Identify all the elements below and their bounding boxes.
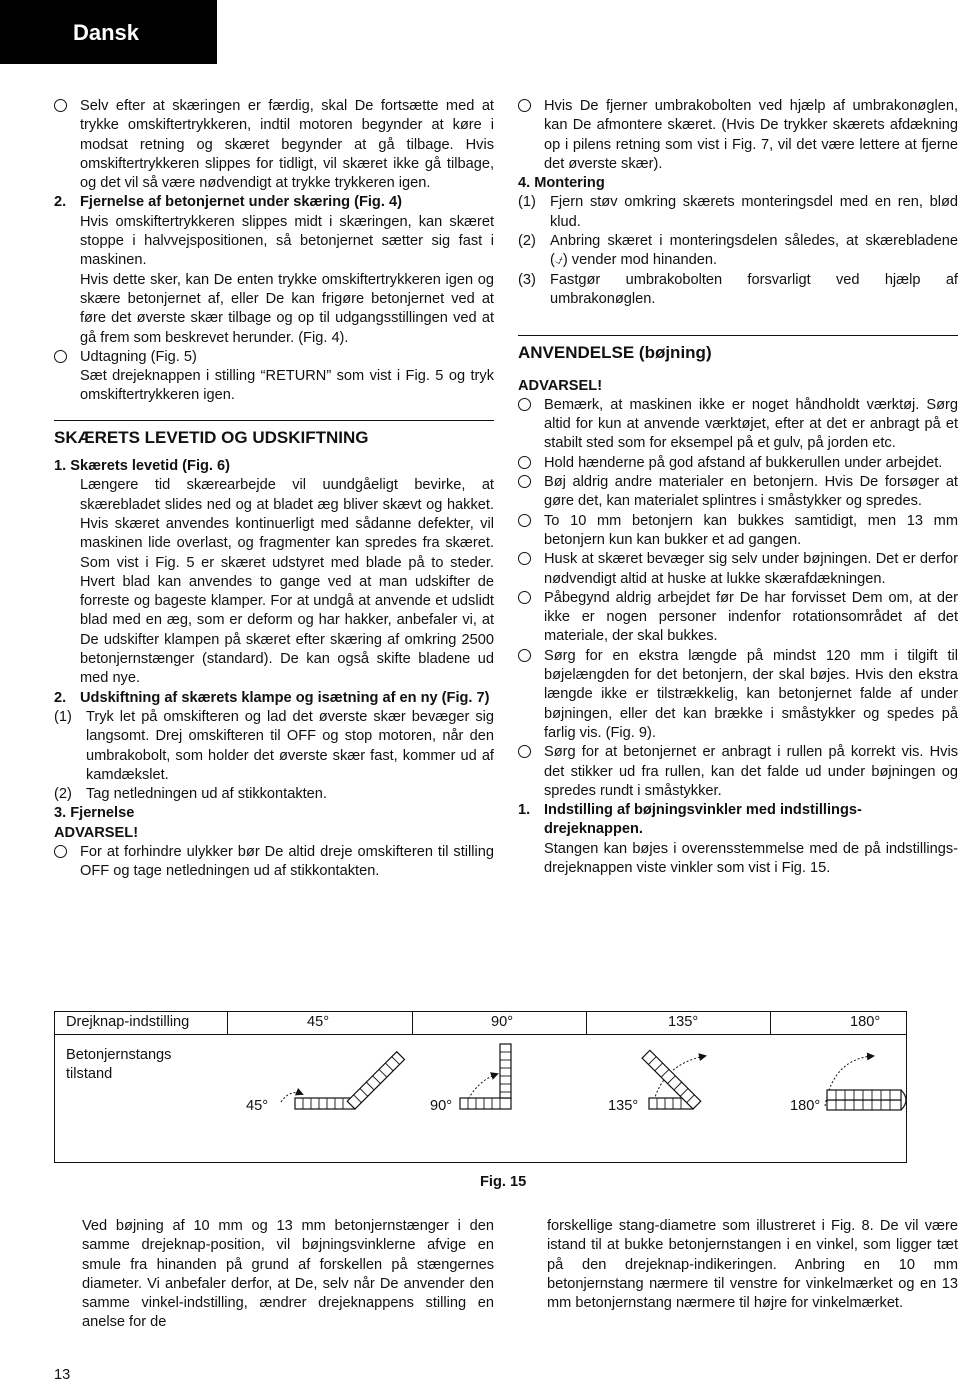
- item-title: Indstilling af bøjningsvinkler med indstillings-drejeknappen.: [544, 802, 862, 838]
- bending-bullet: [518, 589, 958, 647]
- bend-diagrams: [55, 1034, 906, 1162]
- header-angle: 45°: [307, 1014, 330, 1030]
- bend-135-icon: [608, 1050, 705, 1114]
- step-number: (1): [518, 194, 536, 211]
- item-number: 2.: [54, 194, 67, 211]
- step-number: (1): [54, 708, 72, 725]
- bullet-text: Påbegynd aldrig arbejdet før De har forvisset Dem om, at der ikke er nogen personer indenfor rotationsområdet af det materiale, der skal bukkes.: [544, 589, 958, 645]
- step-1: [54, 708, 494, 785]
- item-number: 1.: [518, 802, 531, 819]
- mount-step-1: [518, 193, 958, 232]
- bend-180-icon: [790, 1056, 906, 1114]
- paragraph: Hvis omskiftertrykkeren slippes midt i skæringen, kan skæret stoppe i halvvejspositionen, så betonjernet sætter sig fast i maskinen.: [80, 213, 494, 269]
- language-label: Dansk: [73, 20, 140, 45]
- bending-bullet: [518, 396, 958, 454]
- warning-label: ADVARSEL!: [518, 377, 603, 394]
- bullet-text: Selv efter at skæringen er færdig, skal De fortsætte med at trykke omskiftertrykkeren, indtil motoren begynder at køre i modsat retning og skæret begynder at gå tilbage. Hvis omskiftertrykkeren slippes for tidligt, vil skæret ikke gå tilbage, og det vil så være nødvendigt at trykke trykkeren igen.: [80, 98, 494, 192]
- divider: [586, 1012, 587, 1034]
- bullet-safety: [54, 843, 494, 882]
- table-header-row: [55, 1012, 906, 1035]
- bullet-continue-pressing: [54, 97, 494, 193]
- bullet-text: Sørg for at betonjernet er anbragt i rullen på korrekt vis. Hvis det stikker ud fra rullen, kan det falde ud under bøjningen og spredes rundt i småstykker.: [544, 744, 958, 799]
- bullet-circle-icon: [518, 475, 531, 488]
- item-title: Fjernelse af betonjernet under skæring (Fig. 4): [80, 194, 402, 211]
- bullet-text: Sørg for en ekstra længde på mindst 120 mm i tilgift til bøjelængden for det betonjern, der skal bøjes. Hvis den ekstra længde ikke er tilstrækkelig, kan betonjernet falde af under bøjningen, eller det kan brække i småstykker og spedes på farlig vis. (Fig. 9).: [544, 647, 958, 741]
- bullet-circle-icon: [518, 99, 531, 112]
- bullet-text: Bemærk, at maskinen ikke er noget håndholdt værktøj. Sørg altid for kun at anvende værktøjet, efter at det er anbragt på et stabilt sted som for eksempel på et gulv, på jorden etc.: [544, 396, 958, 452]
- figure-caption: Fig. 15: [480, 1174, 527, 1190]
- bottom-paragraph-left: Ved bøjning af 10 mm og 13 mm betonjernstænger i den samme drejeknap-position, vil bøjningsvinklerne afvige en smule fra hinanden på grund af forskellen på stængernes diameter. Vi anbefaler derfor, at De, selv når De anvender den samme vinkel-indstilling, ændrer drejeknappens stilling en anelse for de: [82, 1218, 494, 1331]
- step-number: (2): [54, 786, 72, 803]
- step-text: Tag netledningen ud af stikkontakten.: [86, 786, 327, 803]
- subheading-removal: 3. Fjernelse: [54, 805, 135, 822]
- step-number: (2): [518, 233, 536, 250]
- language-tab: [0, 0, 217, 64]
- diagram-angle-label: 45°: [246, 1098, 269, 1114]
- bend-90-icon: [430, 1044, 511, 1114]
- bullet-circle-icon: [518, 398, 531, 411]
- bullet-circle-icon: [518, 649, 531, 662]
- bullet-circle-icon: [518, 745, 531, 758]
- bullet-circle-icon: [518, 552, 531, 565]
- diagram-angle-label: 90°: [430, 1098, 453, 1114]
- subheading-replacement: [54, 689, 494, 708]
- bullet-text: Bøj aldrig andre materialer en betonjern. Hvis De forsøger at gøre det, kan materialet splintres i småstykker og spredes.: [544, 474, 958, 510]
- section-heading-lifetime: SKÆRETS LEVETID OG UDSKIFTNING: [54, 420, 494, 447]
- bending-bullet: [518, 550, 958, 589]
- bullet-circle-icon: [54, 350, 67, 363]
- bullet-text: Hold hænderne på god afstand af bukkerullen under arbejdet.: [544, 454, 943, 471]
- paragraph: Hvis dette sker, kan De enten trykke omskiftertrykkeren igen og skære betonjernet af, eller De kan frigøre betonjernet ved at føre det øverste skær tilbage og op til udgangsstillingen ved at gå frem som beskrevet herunder. (Fig. 4).: [80, 271, 494, 346]
- numbered-heading-2: [54, 193, 494, 212]
- bullet-circle-icon: [518, 514, 531, 527]
- item-title: Udskiftning af skærets klampe og isætning af en ny (Fig. 7): [80, 689, 490, 706]
- bending-bullet: [518, 743, 958, 801]
- header-angle: 135°: [668, 1014, 699, 1030]
- step-number: (3): [518, 271, 536, 288]
- divider: [412, 1012, 413, 1034]
- header-dial-setting: Drejknap-indstilling: [66, 1014, 190, 1030]
- bending-bullet: [518, 647, 958, 743]
- warning-label: ADVARSEL!: [54, 824, 139, 841]
- header-angle: 180°: [850, 1014, 881, 1030]
- bend-angle-table: [54, 1011, 907, 1163]
- step-text: Anbring skæret i monteringsdelen således, at skærebladene (⍻) vender mod hinanden.: [550, 233, 958, 269]
- bullet-text: To 10 mm betonjern kan bukkes samtidigt, men 13 mm betonjern kun kan bukker et ad gangen.: [544, 512, 958, 548]
- section-heading-bending: ANVENDELSE (bøjning): [518, 335, 958, 362]
- subheading-angle-setting: [518, 801, 958, 840]
- step-text: Fastgør umbrakobolten forsvarligt ved hjælp af umbrakonøglen.: [550, 271, 958, 307]
- diagram-angle-label: 180°: [790, 1098, 821, 1114]
- right-column: [518, 97, 958, 878]
- mount-step-3: [518, 271, 958, 310]
- bullet-text: Hvis De fjerner umbrakobolten ved hjælp af umbrakonøglen, kan De afmontere skæret. (Hvis De trykker skærets afdækning op i pilens retning som vist i Fig. 7, vil det være lettere at fjerne det øverste skær).: [544, 98, 958, 172]
- mount-step-2: [518, 232, 958, 271]
- left-column: [54, 97, 494, 882]
- bend-45-icon: [246, 1052, 404, 1114]
- subheading-lifetime: 1. Skærets levetid (Fig. 6): [54, 458, 230, 475]
- bullet-circle-icon: [518, 456, 531, 469]
- step-2: [54, 785, 494, 804]
- header-angle: 90°: [491, 1014, 514, 1030]
- paragraph: Længere tid skærearbejde vil uundgåeligt bevirke, at skærebladet slides ned og at bladet æg bliver skævt og hakket. Hvis skæret anvendes kontinuerligt med sådanne defekter, vil maskinen lide overlast, og fragmenter kan spredes fra skæret. Som vist i Fig. 5 er skæret udstyret med blade på to steder. Hvert blad kan anvendes to gange ved at man udskifter de forreste og bageste klamper. For at undgå at anvende et udslidt blad med en æg, som er deform og har hakker, anbefaler vi, at De udskifter klampen på skæret efter skæring af omkring 2500 betonjernstænger (standard). De kan også skifte bladene ud med nye.: [80, 477, 494, 687]
- bending-bullet: [518, 473, 958, 512]
- bullet-circle-icon: [518, 591, 531, 604]
- bullet-removal: [54, 348, 494, 367]
- row-label-bar-state: Betonjernstangs tilstand: [66, 1047, 172, 1083]
- divider: [227, 1012, 228, 1034]
- divider: [770, 1012, 771, 1034]
- bullet-text: Udtagning (Fig. 5): [80, 348, 197, 365]
- bullet-text: For at forhindre ulykker bør De altid dreje omskifteren til stilling OFF og tage netledningen ud af stikkontakten.: [80, 843, 494, 880]
- bending-bullet: [518, 512, 958, 551]
- diagram-angle-label: 135°: [608, 1098, 639, 1114]
- step-text: Tryk let på omskifteren og lad det øverste skær bevæger sig langsomt. Drej omskifteren til OFF og stop motoren, når den umbrakobolt, som holder det øverste skær fast, kommer ud af kamdækslet.: [86, 708, 494, 783]
- bottom-paragraph-right: forskellige stang-diametre som illustreret i Fig. 8. De vil være istand til at bukke betonjernstangen i en vinkel, som ligger tæt på den drejeknap-indikeringen. Anbring en 10 mm betonjernstang nærmere til venstre for vinkelmærket og en 13 mm betonjernstang nærmere til højre for vinkelmærket.: [547, 1218, 958, 1312]
- subheading-mounting: 4. Montering: [518, 175, 605, 192]
- page-number: 13: [54, 1367, 71, 1383]
- step-text: Fjern støv omkring skærets monteringsdel med en ren, blød klud.: [550, 194, 958, 230]
- bullet-circle-icon: [54, 99, 67, 112]
- paragraph: Stangen kan bøjes i overensstemmelse med de på indstillings-drejeknappen viste vinkler som vist i Fig. 15.: [544, 840, 958, 876]
- bullet-text: Husk at skæret bevæger sig selv under bøjningen. Det er derfor nødvendigt altid at huske at lukke skærafdækningen.: [544, 551, 958, 587]
- bullet-unscrew: [518, 97, 958, 174]
- bullet-circle-icon: [54, 845, 67, 858]
- paragraph: Sæt drejeknappen i stilling “RETURN” som vist i Fig. 5 og tryk omskiftertrykkeren igen.: [80, 368, 494, 404]
- bending-bullet: [518, 454, 958, 473]
- item-number: 2.: [54, 689, 67, 706]
